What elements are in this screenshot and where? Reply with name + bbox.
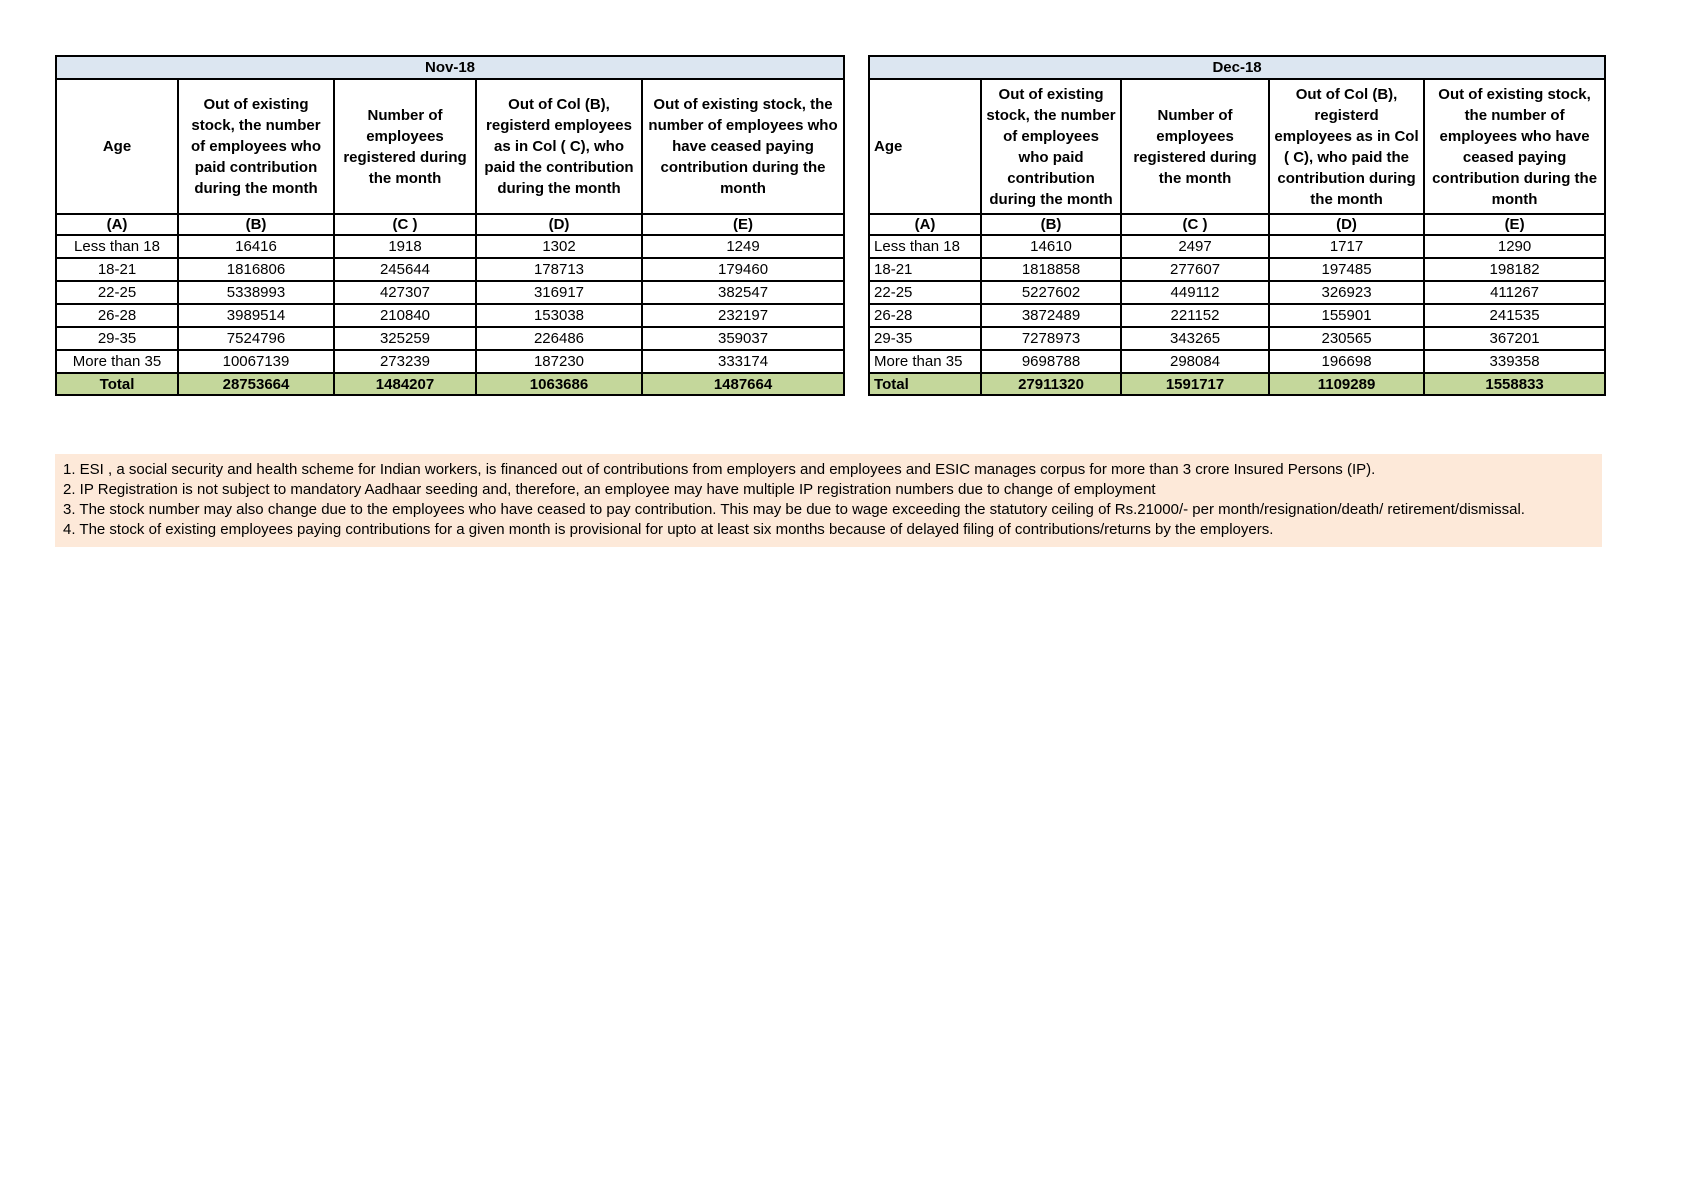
footnote-1: 1. ESI , a social security and health scheme for Indian workers, is financed out of contributions from employers and employees and ESIC manages corpus for more than 3 crore Insured Persons (IP).	[63, 461, 1376, 478]
value-cell: 427307	[334, 281, 476, 304]
value-cell: 5227602	[981, 281, 1121, 304]
age-cell: More than 35	[869, 350, 981, 373]
total-value: 1063686	[476, 373, 642, 395]
age-cell: 26-28	[56, 304, 178, 327]
value-cell: 316917	[476, 281, 642, 304]
value-cell: 325259	[334, 327, 476, 350]
column-header: Number of employees registered during the month	[334, 79, 476, 214]
age-cell: More than 35	[56, 350, 178, 373]
total-value: 1558833	[1424, 373, 1605, 395]
age-cell: 22-25	[869, 281, 981, 304]
value-cell: 1816806	[178, 258, 334, 281]
table-row	[869, 350, 1605, 373]
table-row	[869, 327, 1605, 350]
age-cell: Less than 18	[869, 235, 981, 258]
month-header-row	[869, 56, 1605, 79]
dec-18-table-foot	[869, 373, 1605, 395]
value-cell: 298084	[1121, 350, 1269, 373]
age-cell: 22-25	[56, 281, 178, 304]
value-cell: 343265	[1121, 327, 1269, 350]
value-cell: 226486	[476, 327, 642, 350]
column-letters-row	[56, 214, 844, 235]
table-row	[56, 327, 844, 350]
value-cell: 3989514	[178, 304, 334, 327]
column-header: Number of employees registered during the month	[1121, 79, 1269, 214]
value-cell: 333174	[642, 350, 844, 373]
value-cell: 1302	[476, 235, 642, 258]
footnote-2: 2. IP Registration is not subject to mandatory Aadhaar seeding and, therefore, an employee may have multiple IP registration numbers due to change of employment	[63, 481, 1156, 498]
dec-18-table-body	[869, 235, 1605, 373]
value-cell: 245644	[334, 258, 476, 281]
nov-18-table	[55, 55, 845, 396]
total-label: Total	[869, 373, 981, 395]
footnote-3: 3. The stock number may also change due to the employees who have ceased to pay contribution. This may be due to wage exceeding the statutory ceiling of Rs.21000/- per month/resignation/death/ retirement/dismissal.	[63, 501, 1525, 518]
nov-18-table-head	[56, 56, 844, 235]
column-letter: (B)	[981, 214, 1121, 235]
nov-18-table-foot	[56, 373, 844, 395]
total-value: 1487664	[642, 373, 844, 395]
column-header: Out of existing stock, the number of employees who paid contribution during the month	[178, 79, 334, 214]
column-letter: (B)	[178, 214, 334, 235]
column-letter: (E)	[1424, 214, 1605, 235]
dec-18-table-head	[869, 56, 1605, 235]
value-cell: 197485	[1269, 258, 1424, 281]
total-value: 27911320	[981, 373, 1121, 395]
total-value: 1591717	[1121, 373, 1269, 395]
column-header: Out of existing stock, the number of employees who paid contribution during the month	[981, 79, 1121, 214]
value-cell: 232197	[642, 304, 844, 327]
dec-18-table	[868, 55, 1606, 396]
total-value: 28753664	[178, 373, 334, 395]
value-cell: 382547	[642, 281, 844, 304]
value-cell: 179460	[642, 258, 844, 281]
month-header-row	[56, 56, 844, 79]
value-cell: 1249	[642, 235, 844, 258]
table-row	[869, 304, 1605, 327]
age-cell: 29-35	[869, 327, 981, 350]
age-cell: Less than 18	[56, 235, 178, 258]
column-header: Out of existing stock, the number of employees who have ceased paying contribution during the month	[642, 79, 844, 214]
table-row	[869, 258, 1605, 281]
age-cell: 26-28	[869, 304, 981, 327]
column-letter: (C )	[334, 214, 476, 235]
value-cell: 1717	[1269, 235, 1424, 258]
column-letter: (A)	[869, 214, 981, 235]
column-header: Age	[869, 79, 981, 214]
total-value: 1109289	[1269, 373, 1424, 395]
column-headers-row	[56, 79, 844, 214]
value-cell: 7278973	[981, 327, 1121, 350]
value-cell: 210840	[334, 304, 476, 327]
table-row	[56, 350, 844, 373]
column-letter: (C )	[1121, 214, 1269, 235]
column-header: Out of existing stock, the number of employees who have ceased paying contribution during the month	[1424, 79, 1605, 214]
nov-18-table-body	[56, 235, 844, 373]
column-header: Age	[56, 79, 178, 214]
value-cell: 1918	[334, 235, 476, 258]
age-cell: 29-35	[56, 327, 178, 350]
value-cell: 221152	[1121, 304, 1269, 327]
column-letter: (A)	[56, 214, 178, 235]
value-cell: 187230	[476, 350, 642, 373]
table-row	[56, 235, 844, 258]
value-cell: 16416	[178, 235, 334, 258]
value-cell: 9698788	[981, 350, 1121, 373]
value-cell: 5338993	[178, 281, 334, 304]
table-row	[56, 258, 844, 281]
column-header: Out of Col (B), registerd employees as in Col ( C), who paid the contribution during the month	[476, 79, 642, 214]
total-label: Total	[56, 373, 178, 395]
value-cell: 196698	[1269, 350, 1424, 373]
value-cell: 230565	[1269, 327, 1424, 350]
table-row	[869, 281, 1605, 304]
value-cell: 277607	[1121, 258, 1269, 281]
report-content	[0, 0, 1684, 547]
value-cell: 367201	[1424, 327, 1605, 350]
value-cell: 153038	[476, 304, 642, 327]
total-row	[56, 373, 844, 395]
column-letters-row	[869, 214, 1605, 235]
age-cell: 18-21	[56, 258, 178, 281]
value-cell: 326923	[1269, 281, 1424, 304]
month-title: Nov-18	[56, 56, 844, 79]
value-cell: 411267	[1424, 281, 1605, 304]
value-cell: 273239	[334, 350, 476, 373]
value-cell: 7524796	[178, 327, 334, 350]
value-cell: 1290	[1424, 235, 1605, 258]
value-cell: 10067139	[178, 350, 334, 373]
value-cell: 1818858	[981, 258, 1121, 281]
column-headers-row	[869, 79, 1605, 214]
month-title: Dec-18	[869, 56, 1605, 79]
table-row	[56, 304, 844, 327]
value-cell: 14610	[981, 235, 1121, 258]
total-row	[869, 373, 1605, 395]
value-cell: 3872489	[981, 304, 1121, 327]
column-letter: (D)	[1269, 214, 1424, 235]
column-letter: (E)	[642, 214, 844, 235]
total-value: 1484207	[334, 373, 476, 395]
age-cell: 18-21	[869, 258, 981, 281]
value-cell: 359037	[642, 327, 844, 350]
value-cell: 198182	[1424, 258, 1605, 281]
value-cell: 241535	[1424, 304, 1605, 327]
value-cell: 155901	[1269, 304, 1424, 327]
column-letter: (D)	[476, 214, 642, 235]
footnotes-block	[55, 454, 1602, 547]
footnote-4: 4. The stock of existing employees paying contributions for a given month is provisional for upto at least six months because of delayed filing of contributions/returns by the employers.	[63, 521, 1274, 538]
value-cell: 449112	[1121, 281, 1269, 304]
column-header: Out of Col (B), registerd employees as in Col ( C), who paid the contribution during the month	[1269, 79, 1424, 214]
value-cell: 2497	[1121, 235, 1269, 258]
value-cell: 339358	[1424, 350, 1605, 373]
table-row	[869, 235, 1605, 258]
value-cell: 178713	[476, 258, 642, 281]
table-row	[56, 281, 844, 304]
monthly-tables-row	[55, 55, 1684, 396]
